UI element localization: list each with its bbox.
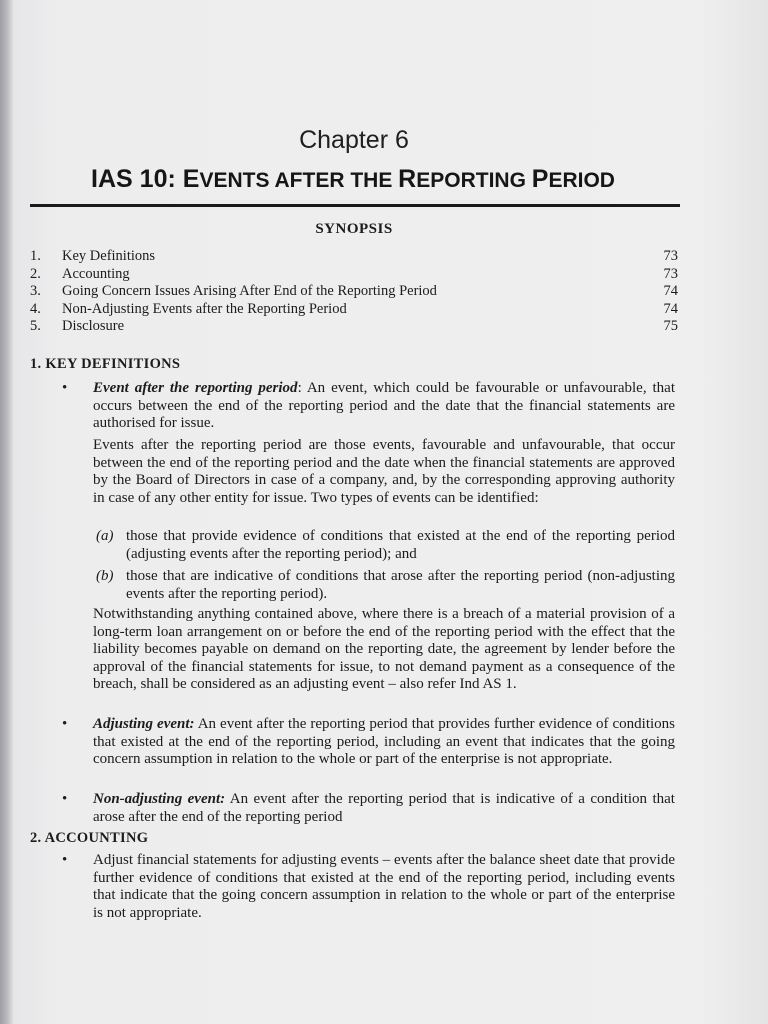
bullet-icon: • [62, 716, 68, 732]
synopsis-item-number: 4. [30, 300, 41, 317]
title-cap: R [398, 165, 417, 193]
definition-event-after-reporting-period [93, 380, 675, 433]
list-item-a: those that provide evidence of conditions that existed at the end of the reporting period (adjusting events after the reporting period); and [126, 528, 675, 562]
title-cap: P [531, 165, 549, 193]
synopsis-item [30, 318, 678, 336]
synopsis-item-number: 1. [30, 248, 41, 264]
paragraph-notwithstanding: Notwithstanding anything contained above, where there is a breach of a material provision of a long-term loan arrangement on or before the end of the reporting period with the effect that the liability becomes payable on demand on the reporting date, the agreement by lender before the approval of the financial statements for issue, to not demand payment as a consequence of the breach, shall be considered as an adjusting event – also refer Ind AS 1. [93, 606, 675, 692]
synopsis-item [30, 266, 678, 284]
term: Adjusting event: [93, 716, 195, 732]
bullet-icon: • [62, 852, 68, 868]
synopsis-item [30, 248, 678, 266]
title-smallcaps: EPORTING [416, 169, 532, 192]
synopsis-item [30, 301, 678, 319]
list-item-b: those that are indicative of conditions that arose after the reporting period (non-adjusting events after the reporting period). [126, 568, 675, 602]
synopsis-item-title: Accounting [62, 265, 130, 282]
title-rule [30, 204, 680, 207]
title-cap: E [182, 165, 200, 193]
paragraph-two-types: Events after the reporting period are those events, favourable and unfavourable, that occur between the end of the reporting period and the date when the financial statements are approved by the Board of Directors in case of a company, and, by the corresponding approving authority in case of any other entity for issue. Two types of events can be identified: [93, 437, 675, 506]
bullet-icon: • [62, 791, 68, 807]
title-smallcaps: VENTS AFTER THE [199, 169, 399, 192]
synopsis-item-title: Non-Adjusting Events after the Reporting Period [62, 300, 347, 317]
accounting-adjust-statements: Adjust financial statements for adjusting events – events after the balance sheet date that provide further evidence of conditions that existed at the end of the reporting period, including events that indicate that the going concern assumption in relation to the whole or part of the enterprise is not appropriate. [93, 852, 675, 921]
synopsis-item-number: 3. [30, 283, 41, 299]
definition-text: An event after the reporting period that provides further evidence of conditions that existed at the end of the reporting period, including an event that indicates that the going concern assumption in relation to the whole or part of the enterprise is not appropriate. [93, 716, 676, 767]
synopsis-item-title: Disclosure [62, 318, 125, 334]
term: Non-adjusting event: [93, 791, 226, 807]
synopsis-list [30, 248, 678, 336]
bullet-icon: • [62, 380, 68, 396]
synopsis-item-number: 2. [30, 265, 41, 282]
synopsis-item [30, 283, 678, 301]
synopsis-item-title: Key Definitions [62, 248, 156, 264]
chapter-title [0, 165, 706, 194]
synopsis-item-number: 5. [30, 318, 41, 334]
list-label-a: (a) [96, 528, 114, 544]
synopsis-item-page: 74 [663, 300, 678, 317]
synopsis-item-title: Going Concern Issues Arising After End of the Reporting Period [62, 283, 437, 299]
synopsis-item-page: 73 [663, 265, 678, 282]
section-heading-accounting: 2. ACCOUNTING [30, 830, 149, 846]
synopsis-item-page: 74 [663, 283, 678, 299]
chapter-title-prefix: IAS 10: [91, 165, 183, 193]
definition-text: : An event, which could be favourable or unfavourable, that occurs between the end of the reporting period and the date that the financial statements are authorised for issue. [93, 380, 676, 431]
list-label-b: (b) [96, 568, 114, 584]
synopsis-item-page: 75 [663, 318, 678, 334]
definition-adjusting-event [93, 716, 675, 769]
section-heading-key-definitions: 1. KEY DEFINITIONS [30, 356, 181, 372]
title-smallcaps: ERIOD [548, 169, 615, 192]
synopsis-heading: SYNOPSIS [315, 221, 393, 237]
synopsis-item-page: 73 [663, 248, 678, 264]
term: Event after the reporting period [93, 380, 298, 396]
definition-non-adjusting-event [93, 791, 675, 826]
chapter-number: Chapter 6 [299, 126, 409, 154]
definition-text: An event after the reporting period that is indicative of a condition that arose after the end of the reporting period [93, 791, 675, 825]
